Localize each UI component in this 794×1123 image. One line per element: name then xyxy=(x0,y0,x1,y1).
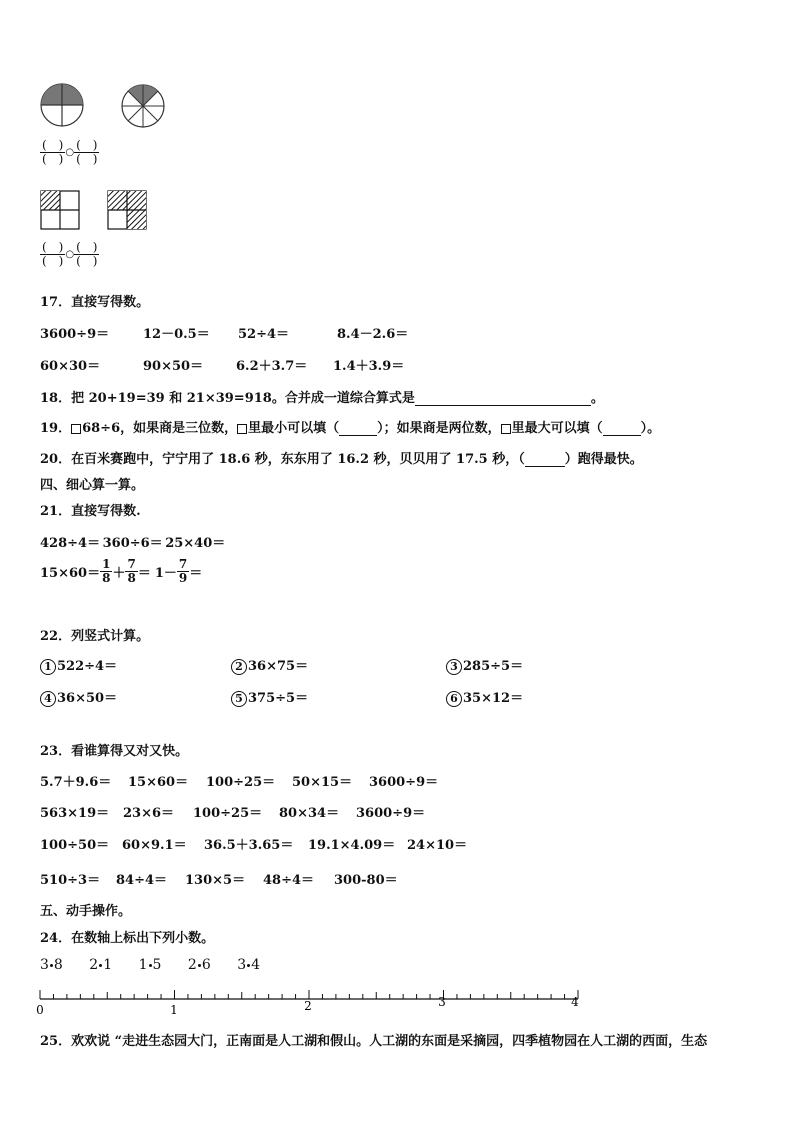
q21-row1: 428÷4＝ 360÷6＝ 25×40＝ xyxy=(40,536,226,551)
square-quarter-shaded xyxy=(41,191,79,229)
q17-title: 17．直接写得数。 xyxy=(40,295,150,310)
q17-row1-1: 3600÷9＝ xyxy=(40,327,110,342)
q20: 20．在百米赛跑中，宁宁用了 18.6 秒，东东用了 16.2 秒，贝贝用了 17.5 秒，（ ）跑得最快。 xyxy=(40,452,643,467)
section-5-heading: 五、动手操作。 xyxy=(40,904,132,919)
q17-row1-4: 8.4－2.6＝ xyxy=(337,327,409,342)
q23-r1-c1: 5.7＋9.6＝ xyxy=(40,775,112,790)
box-icon xyxy=(71,424,81,434)
fraction-blank[interactable]: $\frac{( )}{( )}$ xyxy=(76,240,98,268)
q21-row2: 15×60＝ $\frac{1}{8}$ ＋ $\frac{7}{8}$ ＝ 1－ $\frac{7}{9}$ ＝ xyxy=(40,557,203,585)
q19: 19． 68÷6，如果商是三位数， 里最小可以填（ ）；如果商是两位数， 里最大可以填（ ）。 xyxy=(40,421,661,436)
decimal-2: 2 1 xyxy=(89,957,113,973)
q23-r1-c3: 100÷25＝ xyxy=(206,775,276,790)
fraction-blank[interactable]: $\frac{( )}{( )}$ xyxy=(42,138,64,166)
q23-r4-c1: 510÷3＝ xyxy=(40,873,101,888)
q23-r3-c3: 36.5＋3.65＝ xyxy=(204,838,294,853)
square-three-quarter-shaded xyxy=(108,191,146,229)
q23-r2-c4: 80×34＝ xyxy=(279,806,340,821)
q25: 25．欢欢说 “走进生态园大门，正南面是人工湖和假山。人工湖的东面是采摘园，四季植物园在人工湖的西面，生态 xyxy=(40,1034,708,1049)
q22-item-5: 5 375÷5＝ xyxy=(231,687,308,707)
q23-r1-c2: 15×60＝ xyxy=(128,775,189,790)
fraction-squares xyxy=(40,190,150,232)
q22-item-4: 4 36×50＝ xyxy=(40,687,117,707)
decimal-5: 3 4 xyxy=(237,957,261,973)
axis-label-4: 4 xyxy=(571,995,579,1009)
axis-label-0: 0 xyxy=(36,1003,44,1017)
fraction-7-8: $\frac{7}{8}$ xyxy=(127,557,136,585)
q23-r3-c4: 19.1×4.09＝ xyxy=(308,838,396,853)
axis-label-1: 1 xyxy=(170,1003,178,1017)
q17-row1-2: 12－0.5＝ xyxy=(143,327,210,342)
box-icon xyxy=(501,424,511,434)
q23-r4-c5: 300-80＝ xyxy=(334,873,398,888)
q24-decimals xyxy=(40,957,260,973)
q23-r4-c2: 84÷4＝ xyxy=(116,873,168,888)
fraction-answer-row-1: $\frac{( )}{( )}$ ○ $\frac{( )}{( )}$ xyxy=(42,138,98,166)
fraction-1-8: $\frac{1}{8}$ xyxy=(102,557,111,585)
q23-r2-c3: 100÷25＝ xyxy=(193,806,263,821)
q22-item-3: 3 285÷5＝ xyxy=(446,655,523,675)
q19-blank-1[interactable] xyxy=(339,423,377,436)
q23-r3-c1: 100÷50＝ xyxy=(40,838,110,853)
fraction-blank[interactable]: $\frac{( )}{( )}$ xyxy=(76,138,98,166)
q18-answer-blank[interactable] xyxy=(415,391,591,406)
q19-blank-2[interactable] xyxy=(603,423,641,436)
box-icon xyxy=(237,424,247,434)
fraction-7-9: $\frac{7}{9}$ xyxy=(178,557,188,585)
q23-r2-c2: 23×6＝ xyxy=(123,806,175,821)
section-4-heading: 四、细心算一算。 xyxy=(40,478,145,493)
q23-r2-c1: 563×19＝ xyxy=(40,806,110,821)
q17-row2-1: 60×30＝ xyxy=(40,359,101,374)
q23-r1-c4: 50×15＝ xyxy=(292,775,353,790)
circle-quarters xyxy=(41,84,83,126)
q23-r4-c4: 48÷4＝ xyxy=(263,873,315,888)
fraction-blank[interactable]: $\frac{( )}{( )}$ xyxy=(42,240,64,268)
q17-row2-2: 90×50＝ xyxy=(143,359,204,374)
q24-title: 24．在数轴上标出下列小数。 xyxy=(40,931,215,946)
q22-item-1: 1 522÷4＝ xyxy=(40,655,117,675)
q22-title: 22．列竖式计算。 xyxy=(40,629,150,644)
q17-row2-4: 1.4＋3.9＝ xyxy=(333,359,405,374)
decimal-4: 2 6 xyxy=(187,957,211,973)
q17-row1-3: 52÷4＝ xyxy=(238,327,290,342)
q23-r1-c5: 3600÷9＝ xyxy=(369,775,439,790)
decimal-3: 1 5 xyxy=(138,957,162,973)
q23-r4-c3: 130×5＝ xyxy=(185,873,246,888)
q23-title: 23．看谁算得又对又快。 xyxy=(40,744,189,759)
fraction-answer-row-2: $\frac{( )}{( )}$ ○ $\frac{( )}{( )}$ xyxy=(42,240,98,268)
circle-eighths xyxy=(122,85,164,127)
axis-label-2: 2 xyxy=(304,999,312,1013)
number-line[interactable] xyxy=(34,984,584,1018)
q20-blank[interactable] xyxy=(525,454,565,467)
axis-label-3: 3 xyxy=(438,995,446,1009)
q23-r3-c2: 60×9.1＝ xyxy=(122,838,187,853)
q23-r3-c5: 24×10＝ xyxy=(407,838,468,853)
decimal-1: 3 8 xyxy=(40,957,63,973)
fraction-circles xyxy=(38,82,173,130)
q17-row2-3: 6.2＋3.7＝ xyxy=(236,359,308,374)
q21-title: 21．直接写得数. xyxy=(40,504,141,519)
q22-item-2: 2 36×75＝ xyxy=(231,655,308,675)
q22-item-6: 6 35×12＝ xyxy=(446,687,523,707)
q23-r2-c5: 3600÷9＝ xyxy=(356,806,426,821)
q18: 18．把 20+19=39 和 21×39=918。合并成一道综合算式是 。 xyxy=(40,391,604,406)
